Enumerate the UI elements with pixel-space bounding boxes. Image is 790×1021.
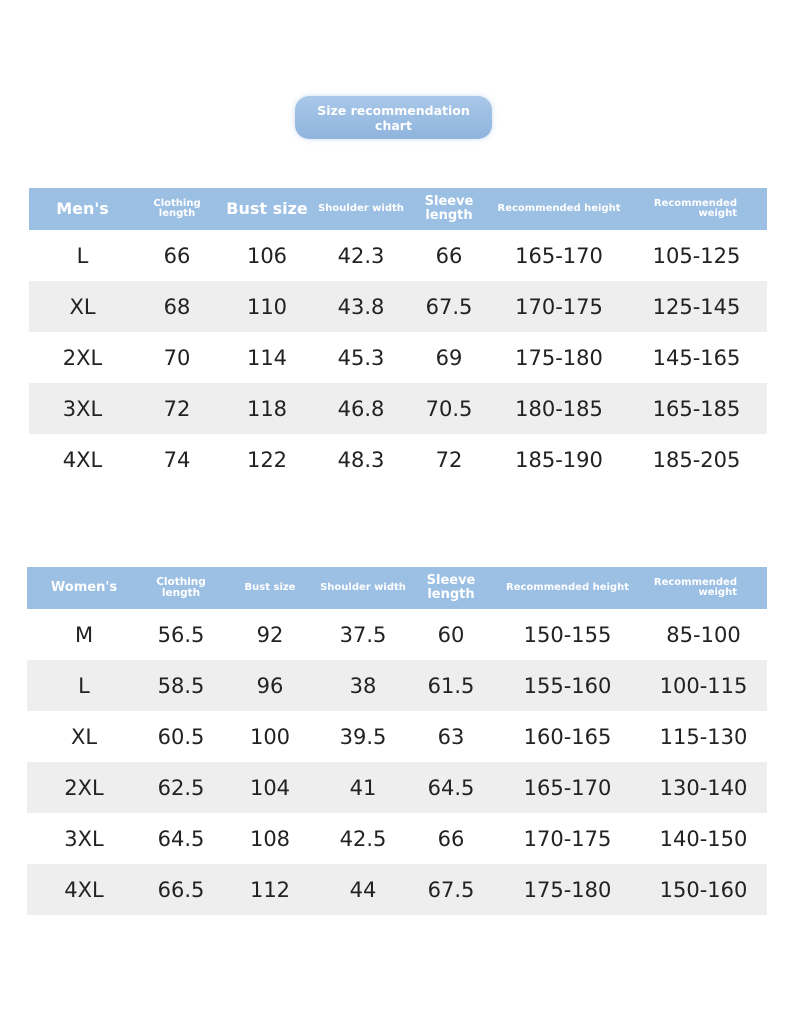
sleeve-length-cell: 64.5 — [407, 762, 495, 813]
table-row — [27, 711, 767, 762]
height-cell: 155-160 — [495, 660, 640, 711]
bust-size-cell: 106 — [246, 243, 288, 268]
bust-size-cell: 96 — [221, 660, 319, 711]
bust-size-cell: 110 — [218, 281, 316, 332]
clothing-length-cell: 66.5 — [141, 864, 221, 915]
size-cell: 2XL — [62, 345, 103, 370]
weight-cell: 130-140 — [640, 762, 767, 813]
sleeve-length-cell: 61.5 — [407, 660, 495, 711]
clothing-length-cell: 66 — [163, 243, 191, 268]
clothing-length-cell: 56.5 — [157, 622, 205, 647]
bust-size-cell: 100 — [249, 724, 291, 749]
height-cell: 175-180 — [495, 864, 640, 915]
chart-title: Size recommendation chart — [317, 102, 470, 133]
sleeve-length-cell: 66 — [437, 826, 465, 851]
header-bust-size: Bust size — [221, 567, 319, 609]
table-row — [29, 434, 767, 485]
header-sleeve-length: Sleeve length — [407, 567, 495, 609]
sleeve-length-cell: 60 — [437, 622, 465, 647]
size-cell: L — [76, 243, 89, 268]
shoulder-width-cell: 43.8 — [316, 281, 406, 332]
size-cell: 2XL — [27, 762, 141, 813]
bust-size-cell: 118 — [218, 383, 316, 434]
shoulder-width-cell: 42.5 — [339, 826, 387, 851]
weight-cell: 115-130 — [659, 724, 748, 749]
sleeve-length-cell: 66 — [435, 243, 463, 268]
shoulder-width-cell: 38 — [319, 660, 407, 711]
header-recommended-weight: Recommended weight — [626, 188, 767, 230]
table-header-row — [29, 188, 767, 230]
bust-size-cell: 108 — [249, 826, 291, 851]
table-header-row — [27, 567, 767, 609]
header-gender: Women's — [27, 567, 141, 609]
chart-title-badge — [295, 96, 492, 139]
shoulder-width-cell: 37.5 — [339, 622, 387, 647]
header-recommended-height: Recommended height — [492, 188, 626, 230]
header-shoulder-width: Shoulder width — [316, 188, 406, 230]
table-row — [29, 332, 767, 383]
height-cell: 165-170 — [495, 762, 640, 813]
table-row — [27, 660, 767, 711]
size-cell: 4XL — [27, 864, 141, 915]
shoulder-width-cell: 44 — [319, 864, 407, 915]
bust-size-cell: 112 — [221, 864, 319, 915]
clothing-length-cell: 62.5 — [141, 762, 221, 813]
shoulder-width-cell: 45.3 — [337, 345, 385, 370]
weight-cell: 150-160 — [640, 864, 767, 915]
size-cell: XL — [29, 281, 136, 332]
height-cell: 180-185 — [492, 383, 626, 434]
table-row — [29, 383, 767, 434]
header-recommended-weight: Recommended weight — [640, 567, 767, 609]
size-cell: M — [74, 622, 94, 647]
sleeve-length-cell: 69 — [435, 345, 463, 370]
table-row — [27, 864, 767, 915]
shoulder-width-cell: 46.8 — [316, 383, 406, 434]
header-sleeve-length: Sleeve length — [406, 188, 492, 230]
bust-size-cell: 122 — [246, 447, 288, 472]
sleeve-length-cell: 67.5 — [406, 281, 492, 332]
header-clothing-length: Clothing length — [136, 188, 218, 230]
size-cell: XL — [70, 724, 98, 749]
height-cell: 170-175 — [523, 826, 612, 851]
weight-cell: 125-145 — [626, 281, 767, 332]
size-cell: 3XL — [64, 826, 104, 851]
sleeve-length-cell: 72 — [435, 447, 463, 472]
table-row — [29, 281, 767, 332]
clothing-length-cell: 74 — [163, 447, 191, 472]
sleeve-length-cell: 70.5 — [406, 383, 492, 434]
shoulder-width-cell: 42.3 — [337, 243, 385, 268]
height-cell: 150-155 — [523, 622, 612, 647]
sleeve-length-cell: 63 — [437, 724, 465, 749]
sleeve-length-cell: 67.5 — [407, 864, 495, 915]
womens-size-table — [27, 567, 767, 915]
header-bust-size: Bust size — [218, 188, 316, 230]
bust-size-cell: 104 — [221, 762, 319, 813]
header-gender: Men's — [29, 188, 136, 230]
clothing-length-cell: 72 — [136, 383, 218, 434]
size-cell: 3XL — [29, 383, 136, 434]
weight-cell: 165-185 — [626, 383, 767, 434]
clothing-length-cell: 64.5 — [157, 826, 205, 851]
height-cell: 175-180 — [515, 345, 603, 370]
size-cell: 4XL — [62, 447, 103, 472]
table-row — [29, 230, 767, 281]
weight-cell: 100-115 — [640, 660, 767, 711]
clothing-length-cell: 58.5 — [141, 660, 221, 711]
height-cell: 170-175 — [492, 281, 626, 332]
clothing-length-cell: 68 — [136, 281, 218, 332]
table-row — [27, 609, 767, 660]
clothing-length-cell: 70 — [163, 345, 191, 370]
shoulder-width-cell: 48.3 — [337, 447, 385, 472]
header-clothing-length: Clothing length — [141, 567, 221, 609]
mens-size-table — [29, 188, 767, 485]
weight-cell: 105-125 — [652, 243, 741, 268]
shoulder-width-cell: 39.5 — [339, 724, 387, 749]
table-row — [27, 813, 767, 864]
bust-size-cell: 92 — [256, 622, 284, 647]
clothing-length-cell: 60.5 — [157, 724, 205, 749]
weight-cell: 85-100 — [666, 622, 741, 647]
bust-size-cell: 114 — [246, 345, 288, 370]
weight-cell: 140-150 — [659, 826, 748, 851]
height-cell: 165-170 — [515, 243, 603, 268]
table-row — [27, 762, 767, 813]
weight-cell: 145-165 — [652, 345, 741, 370]
height-cell: 185-190 — [515, 447, 603, 472]
height-cell: 160-165 — [523, 724, 612, 749]
shoulder-width-cell: 41 — [319, 762, 407, 813]
header-shoulder-width: Shoulder width — [319, 567, 407, 609]
header-recommended-height: Recommended height — [495, 567, 640, 609]
size-cell: L — [27, 660, 141, 711]
weight-cell: 185-205 — [652, 447, 741, 472]
